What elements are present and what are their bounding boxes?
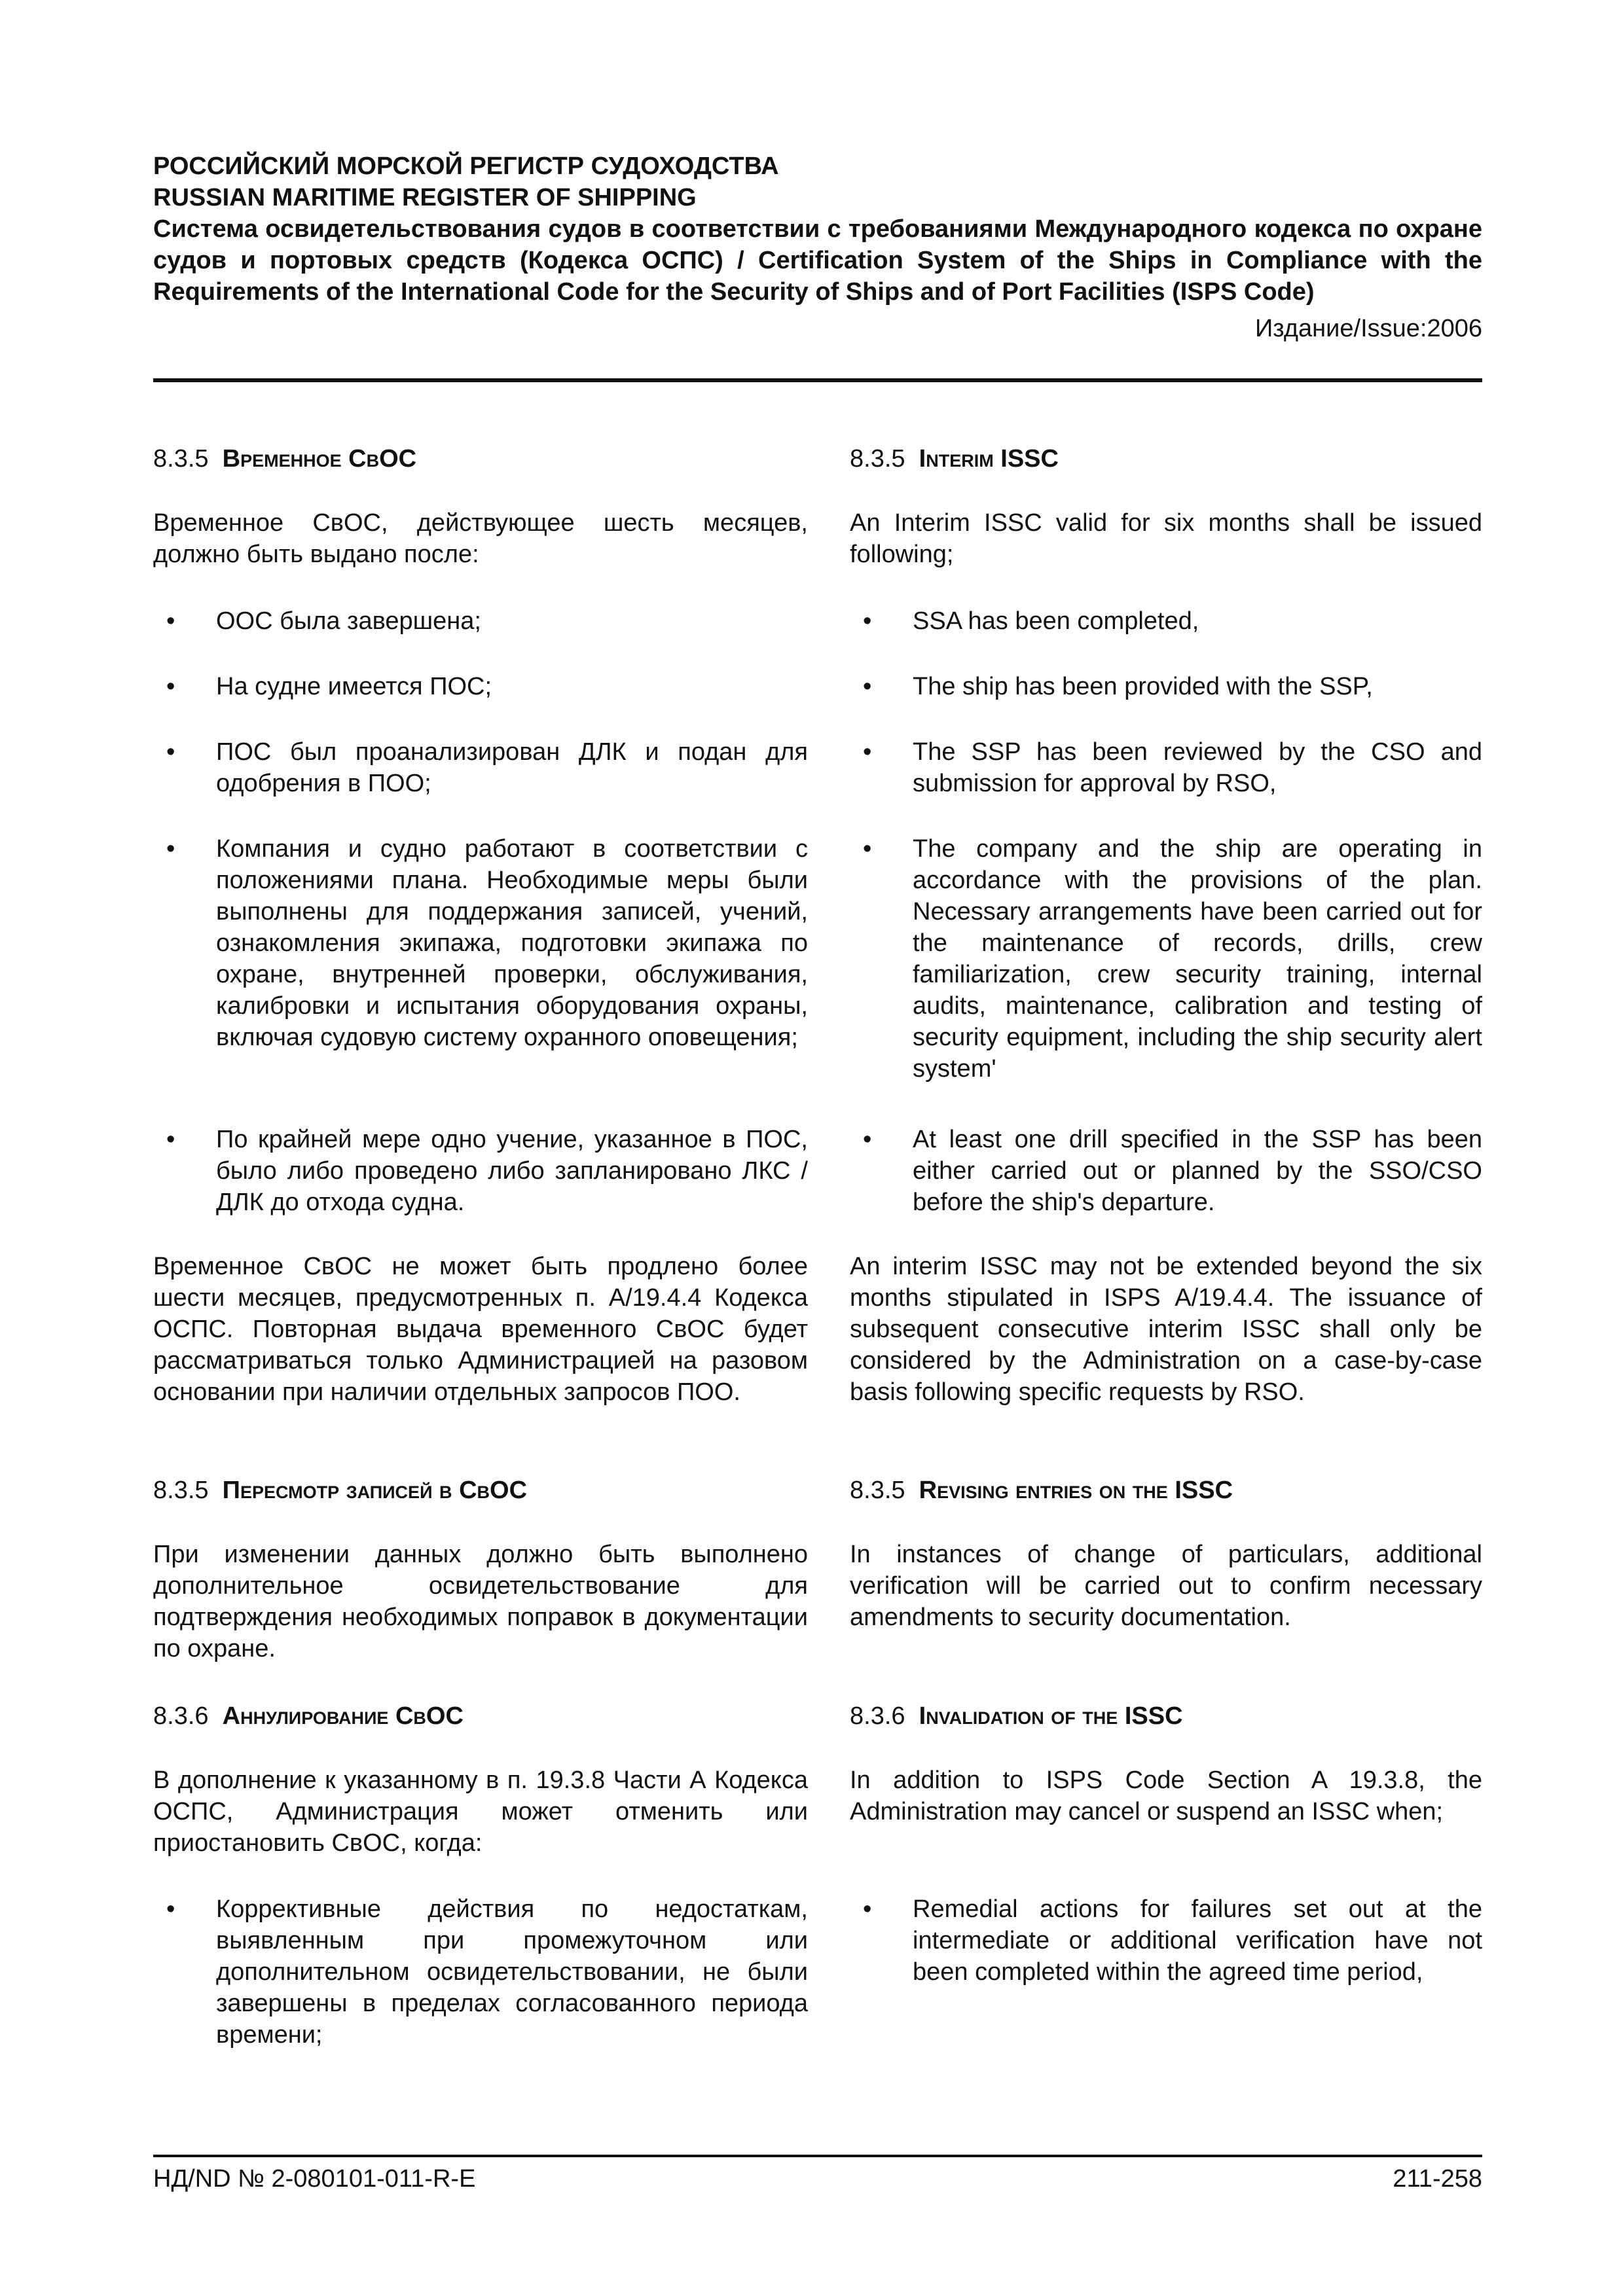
ru-list-item: • На судне имеется ПОС; bbox=[153, 671, 808, 702]
bullet-icon: • bbox=[863, 1126, 872, 1153]
en-list-item: • Remedial actions for failures set out at the intermediate or additional verification have not been completed within the agreed time period, bbox=[850, 1893, 1482, 1988]
en-list-item: • SSA has been completed, bbox=[850, 605, 1482, 637]
ru-list-item: • ООС была завершена; bbox=[153, 605, 808, 637]
en-paragraph: An Interim ISSC valid for six months shall be issued following; bbox=[850, 509, 1482, 568]
header-description: Система освидетельствования судов в соответствии с требованиями Международного кодекса по охране судов и портовых средств (Кодекса ОСПС) / Certification System of the Ships in Compliance with the Requirements of the International Code for the Security of Ships and of Port Facilities (ISPS Code) bbox=[153, 215, 1482, 306]
document-header bbox=[153, 151, 1482, 344]
header-title-ru: РОССИЙСКИЙ МОРСКОЙ РЕГИСТР СУДОХОДСТВА bbox=[153, 152, 779, 180]
footer-page-number: 211-258 bbox=[1393, 2165, 1482, 2193]
en-section-heading: Invalidation of the ISSC bbox=[919, 1702, 1183, 1730]
footer-divider bbox=[153, 2155, 1482, 2157]
bullet-icon: • bbox=[166, 607, 175, 635]
en-section-title bbox=[850, 1700, 1482, 1732]
header-divider bbox=[153, 378, 1482, 382]
ru-section-number: 8.3.5 bbox=[153, 1477, 209, 1504]
en-list-item: • The SSP has been reviewed by the CSO and submission for approval by RSO, bbox=[850, 736, 1482, 799]
ru-section-number: 8.3.6 bbox=[153, 1702, 209, 1730]
en-section-number: 8.3.5 bbox=[850, 1477, 905, 1504]
bullet-icon: • bbox=[166, 673, 175, 700]
ru-section-title bbox=[153, 1700, 808, 1732]
ru-list-item: • По крайней мере одно учение, указанное в ПОС, было либо проведено либо запланировано ЛКС / ДЛК до отхода судна. bbox=[153, 1124, 808, 1218]
en-section-number: 8.3.5 bbox=[850, 445, 905, 473]
ru-paragraph: При изменении данных должно быть выполнено дополнительное освидетельствование для подтверждения необходимых поправок в документации по охране. bbox=[153, 1541, 808, 1662]
ru-section-heading: Аннулирование СвОС bbox=[222, 1702, 464, 1730]
en-list-item: • The ship has been provided with the SSP, bbox=[850, 671, 1482, 702]
en-paragraph: In addition to ISPS Code Section A 19.3.8, the Administration may cancel or suspend an ISSC when; bbox=[850, 1767, 1482, 1825]
ru-paragraph: Временное СвОС, действующее шесть месяцев, должно быть выдано после: bbox=[153, 509, 808, 568]
ru-list-item: • Коррективные действия по недостаткам, выявленным при промежуточном или дополнительном освидетельствовании, не были завершены в пределах согласованного периода времени; bbox=[153, 1893, 808, 2051]
bullet-icon: • bbox=[166, 835, 175, 863]
ru-list-item: • Компания и судно работают в соответствии с положениями плана. Необходимые меры были выполнены для поддержания записей, учений, ознакомления экипажа, подготовки экипажа по охране, внутренней проверки, обслуживания, калибровки и испытания оборудования охраны, включая судовую систему охранного оповещения; bbox=[153, 833, 808, 1053]
bullet-icon: • bbox=[166, 1895, 175, 1923]
en-section-heading: Revising entries on the ISSC bbox=[919, 1477, 1233, 1504]
ru-section-heading: Пересмотр записей в СвОС bbox=[222, 1477, 528, 1504]
ru-paragraph: Временное СвОС не может быть продлено более шести месяцев, предусмотренных п. А/19.4.4 Кодекса ОСПС. Повторная выдача временного СвОС будет рассматриваться только Администрацией на разовом основании при наличии отдельных запросов ПОО. bbox=[153, 1253, 808, 1406]
ru-section-heading: Временное СвОС bbox=[222, 445, 417, 473]
ru-list-item: • ПОС был проанализирован ДЛК и подан для одобрения в ПОО; bbox=[153, 736, 808, 799]
bullet-icon: • bbox=[863, 1895, 872, 1923]
en-section-number: 8.3.6 bbox=[850, 1702, 905, 1730]
en-list-item: • At least one drill specified in the SSP has been either carried out or planned by the SSO/CSO before the ship's departure. bbox=[850, 1124, 1482, 1218]
bullet-icon: • bbox=[166, 738, 175, 766]
en-paragraph: An interim ISSC may not be extended beyond the six months stipulated in ISPS A/19.4.4. The issuance of subsequent consecutive interim ISSC shall only be considered by the Administration on a case-by-case basis following specific requests by RSO. bbox=[850, 1253, 1482, 1406]
bullet-icon: • bbox=[863, 738, 872, 766]
ru-section-title bbox=[153, 1475, 808, 1506]
en-section-title bbox=[850, 1475, 1482, 1506]
en-section-title bbox=[850, 443, 1482, 475]
ru-section-number: 8.3.5 bbox=[153, 445, 209, 473]
bullet-icon: • bbox=[166, 1126, 175, 1153]
en-list-item: • The company and the ship are operating in accordance with the provisions of the plan. Necessary arrangements have been carried out for the maintenance of records, drills, crew familiarization, crew security training, internal audits, maintenance, calibration and testing of security equipment, including the ship security alert system' bbox=[850, 833, 1482, 1085]
en-paragraph: In instances of change of particulars, additional verification will be carried out to confirm necessary amendments to security documentation. bbox=[850, 1541, 1482, 1631]
ru-paragraph: В дополнение к указанному в п. 19.3.8 Части А Кодекса ОСПС, Администрация может отменить или приостановить СвОС, когда: bbox=[153, 1767, 808, 1857]
bullet-icon: • bbox=[863, 607, 872, 635]
bullet-icon: • bbox=[863, 673, 872, 700]
en-section-heading: Interim ISSC bbox=[919, 445, 1059, 473]
header-title-en: RUSSIAN MARITIME REGISTER OF SHIPPING bbox=[153, 184, 697, 211]
ru-section-title bbox=[153, 443, 808, 475]
footer-doc-number: НД/ND № 2-080101-011-R-E bbox=[153, 2165, 476, 2193]
bullet-icon: • bbox=[863, 835, 872, 863]
header-issue: Издание/Issue:2006 bbox=[1254, 315, 1482, 342]
